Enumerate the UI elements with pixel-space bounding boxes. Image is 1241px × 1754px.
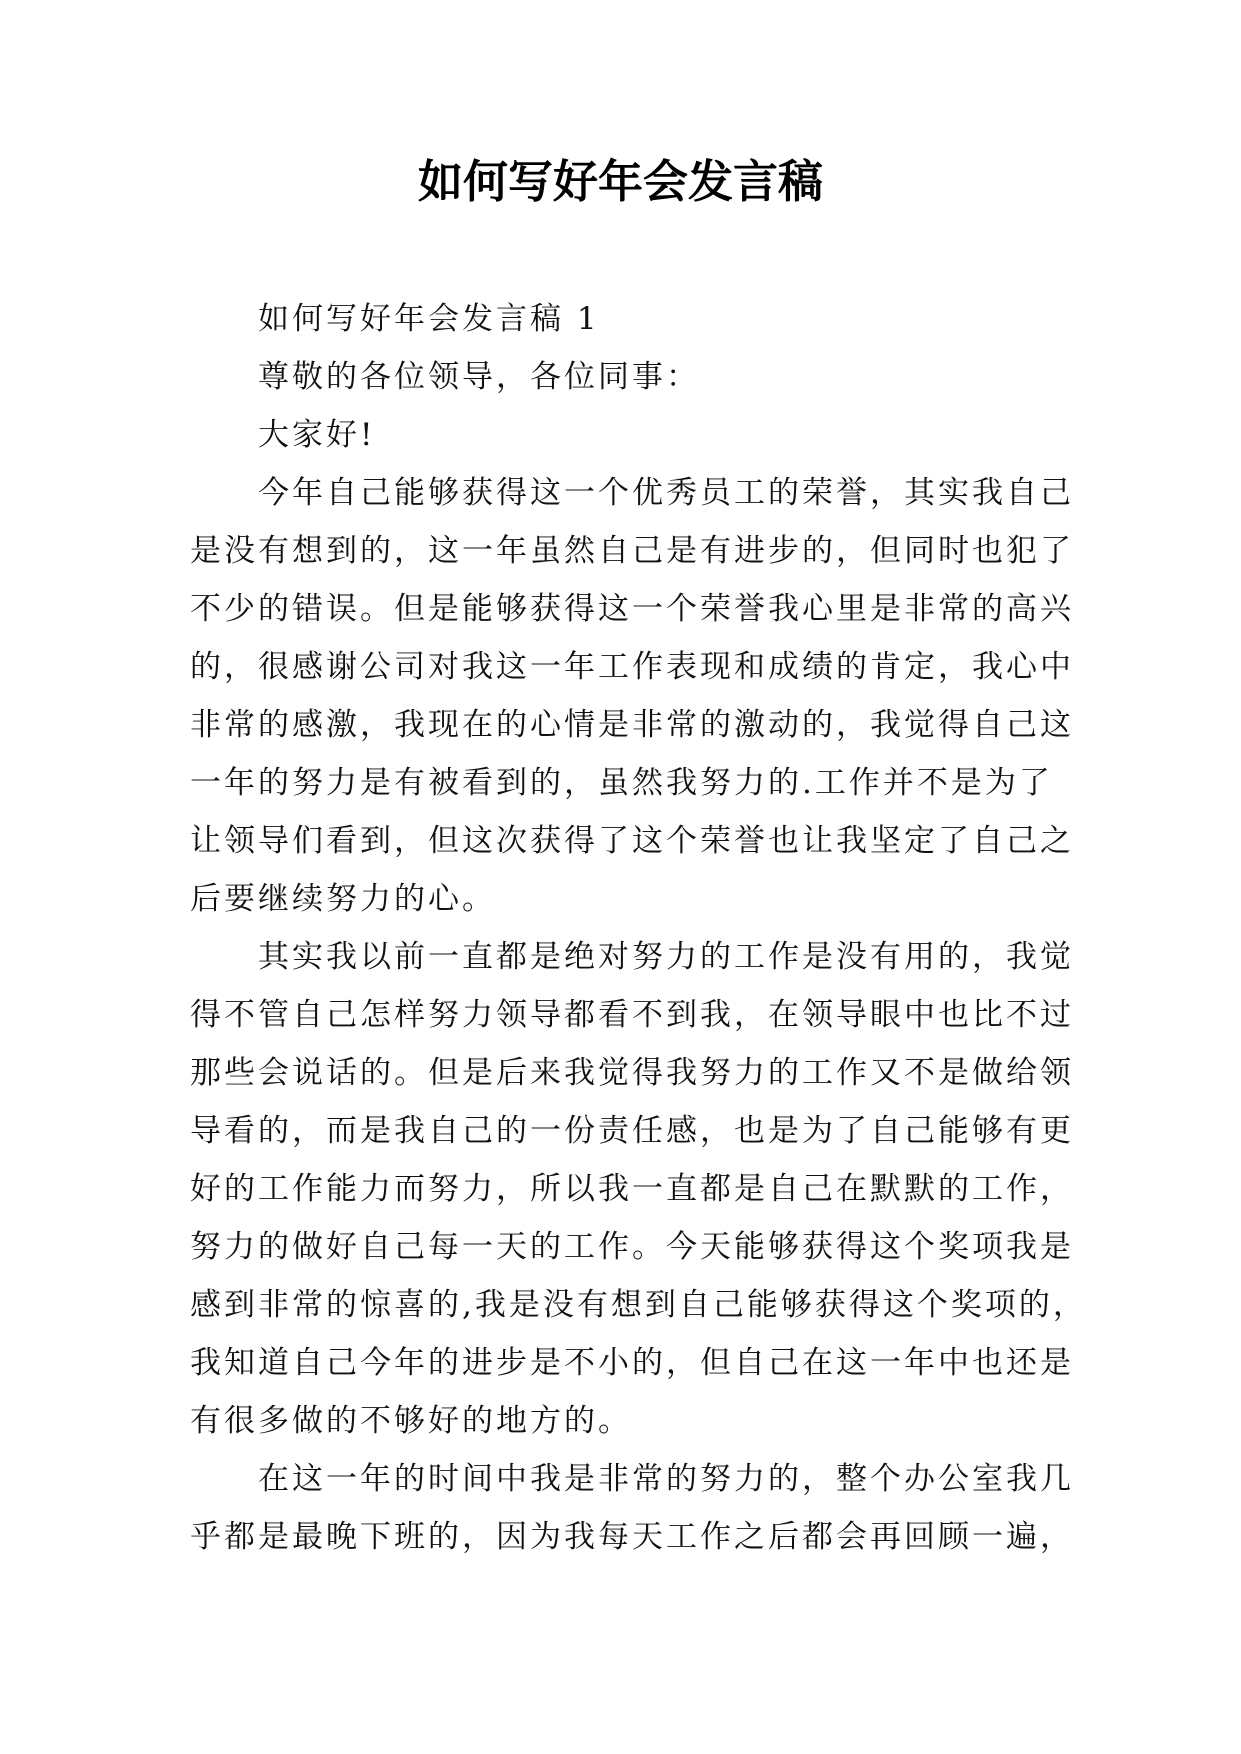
- salutation: 尊敬的各位领导，各位同事：: [258, 359, 700, 395]
- paragraph-line: 在这一年的时间中我是非常的努力的，整个办公室我几: [258, 1461, 1074, 1497]
- section-heading: 如何写好年会发言稿 1: [258, 301, 600, 337]
- paragraph-line: 努力的做好自己每一天的工作。今天能够获得这个奖项我是: [190, 1229, 1074, 1265]
- document-title: 如何写好年会发言稿: [417, 155, 823, 208]
- paragraph-line: 今年自己能够获得这一个优秀员工的荣誉，其实我自己: [258, 475, 1074, 511]
- paragraph-line: 后要继续努力的心。: [190, 881, 496, 917]
- paragraph-line: 我知道自己今年的进步是不小的，但自己在这一年中也还是: [190, 1345, 1074, 1381]
- paragraph-line: 导看的，而是我自己的一份责任感，也是为了自己能够有更: [190, 1113, 1074, 1149]
- paragraph-line: 乎都是最晚下班的，因为我每天工作之后都会再回顾一遍，: [190, 1519, 1074, 1555]
- paragraph-line: 是没有想到的，这一年虽然自己是有进步的，但同时也犯了: [190, 533, 1074, 569]
- paragraph-line: 好的工作能力而努力，所以我一直都是自己在默默的工作，: [190, 1171, 1074, 1207]
- paragraph-line: 不少的错误。但是能够获得这一个荣誉我心里是非常的高兴: [190, 591, 1074, 627]
- paragraph-line: 感到非常的惊喜的,我是没有想到自己能够获得这个奖项的，: [190, 1287, 1087, 1323]
- paragraph-line: 得不管自己怎样努力领导都看不到我，在领导眼中也比不过: [190, 997, 1074, 1033]
- paragraph-line: 让领导们看到，但这次获得了这个荣誉也让我坚定了自己之: [190, 823, 1074, 859]
- paragraph-line: 一年的努力是有被看到的，虽然我努力的.工作并不是为了: [190, 765, 1053, 801]
- greeting: 大家好!: [258, 417, 376, 453]
- paragraph-line: 非常的感激，我现在的心情是非常的激动的，我觉得自己这: [190, 707, 1074, 743]
- paragraph-line: 其实我以前一直都是绝对努力的工作是没有用的，我觉: [258, 939, 1074, 975]
- paragraph-line: 的，很感谢公司对我这一年工作表现和成绩的肯定，我心中: [190, 649, 1074, 685]
- document-body: [190, 290, 1087, 1566]
- paragraph-line: 有很多做的不够好的地方的。: [190, 1403, 632, 1439]
- paragraph-line: 那些会说话的。但是后来我觉得我努力的工作又不是做给领: [190, 1055, 1074, 1091]
